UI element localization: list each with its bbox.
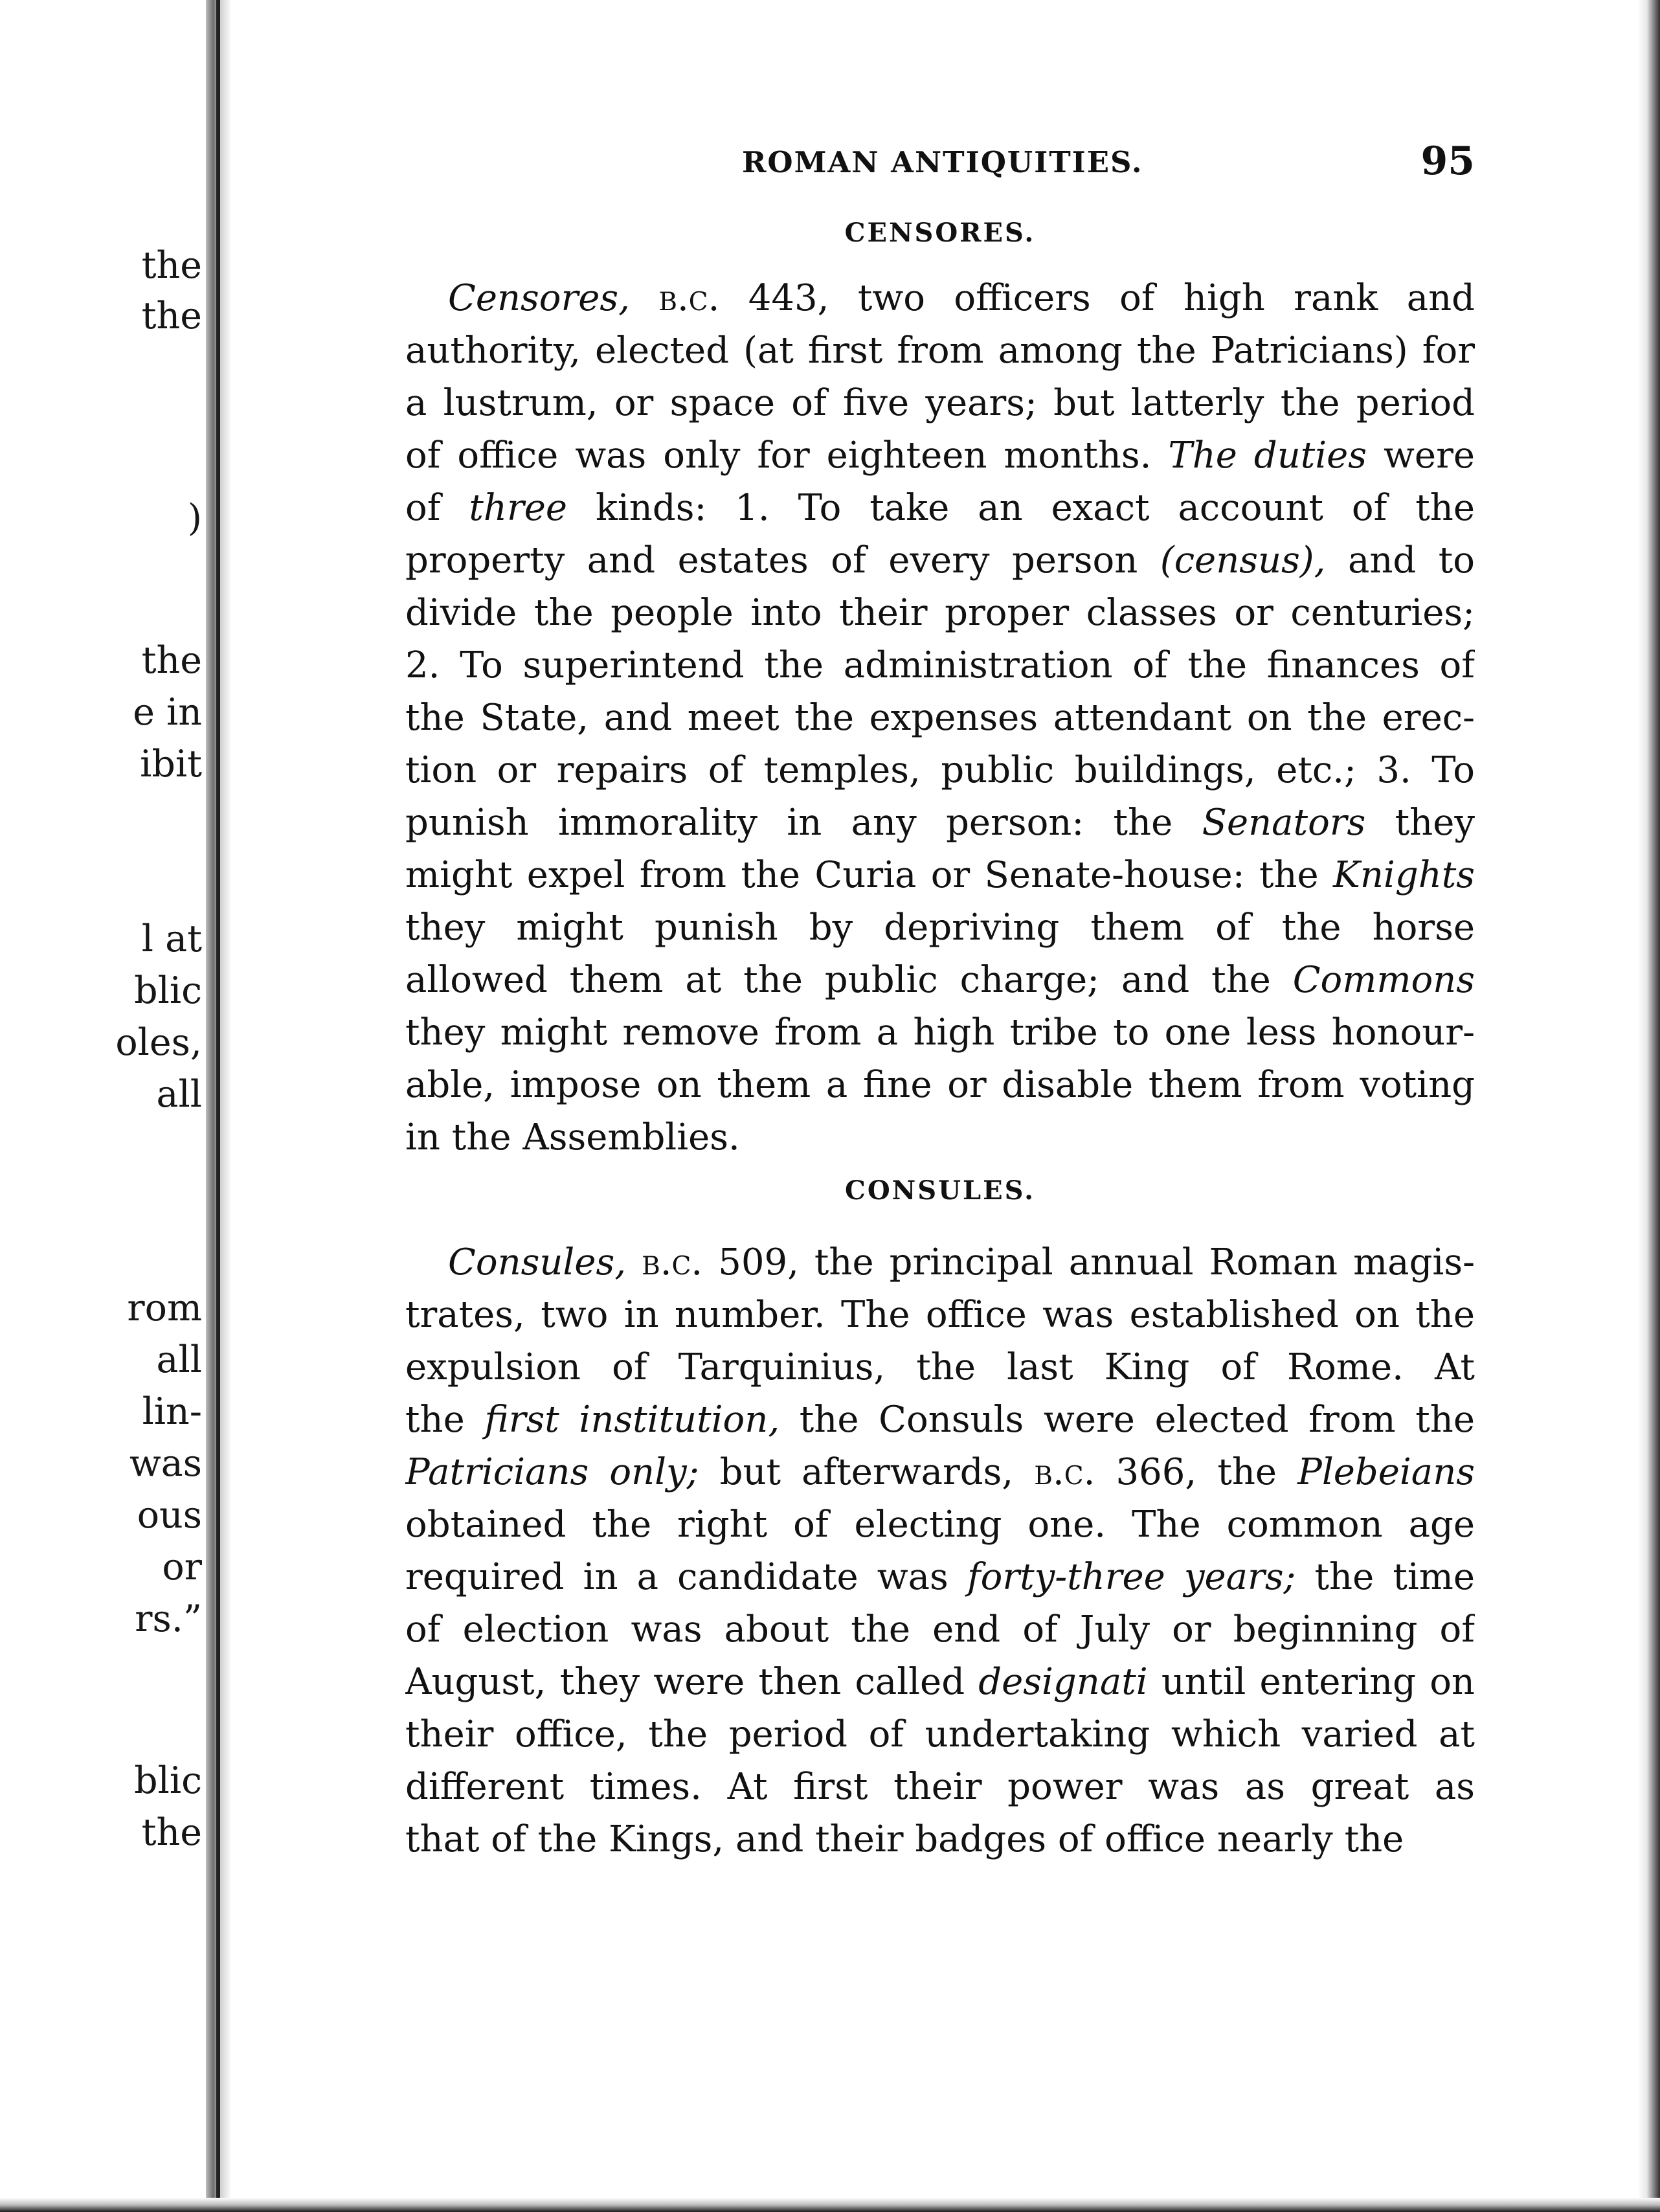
facing-page-word: rom [127, 1287, 202, 1329]
running-title: ROMAN ANTIQUITIES. [742, 145, 1143, 179]
facing-page-word: all [156, 1338, 202, 1381]
facing-page-word: the [141, 295, 202, 337]
facing-page-word: all [156, 1073, 202, 1116]
text-line: Censores, b.c. 443, two officers of high rank and [448, 277, 1475, 319]
paragraph-consules [405, 1236, 1475, 1866]
text-line: required in a candidate was forty-three years; the time [405, 1556, 1475, 1598]
facing-page-word: the [141, 639, 202, 682]
text-line: expulsion of Tarquinius, the last King of Rome. At [405, 1346, 1475, 1388]
facing-page-word: lin- [142, 1390, 202, 1433]
text-line: a lustrum, or space of five years; but latterly the period [405, 382, 1475, 424]
text-line: in the Assemblies. [405, 1116, 740, 1158]
page-number: 95 [1420, 139, 1475, 184]
paragraph-censores [405, 272, 1475, 1164]
text-line: the State, and meet the expenses attendant on the erec- [405, 697, 1475, 739]
facing-page-word: or [162, 1546, 202, 1588]
page-right-edge [1638, 0, 1660, 2212]
text-line: divide the people into their proper classes or centuries; [405, 592, 1475, 634]
text-line: punish immorality in any person: the Senators they [405, 802, 1475, 844]
text-line: Consules, b.c. 509, the principal annual Roman magis- [448, 1241, 1475, 1283]
text-line: different times. At first their power was as great as [405, 1766, 1475, 1808]
text-line: tion or repairs of temples, public buildings, etc.; 3. To [405, 749, 1475, 791]
section-heading-consules: CONSULES. [844, 1175, 1035, 1206]
facing-page-fragment [0, 0, 206, 2212]
running-head [405, 130, 1475, 207]
facing-page-word: the [141, 244, 202, 287]
text-line: of three kinds: 1. To take an exact account of the [405, 487, 1475, 529]
text-line: 2. To superintend the administration of the finances of [405, 644, 1475, 686]
text-line: able, impose on them a fine or disable them from voting [405, 1064, 1475, 1106]
facing-page-word: blic [134, 1759, 202, 1802]
text-line: they might remove from a high tribe to one less honour- [405, 1011, 1475, 1054]
text-line: Patricians only; but afterwards, b.c. 366, the Plebeians [405, 1451, 1475, 1493]
text-line: obtained the right of electing one. The common age [405, 1504, 1475, 1546]
facing-page-word: ) [187, 497, 202, 539]
facing-page-word: blic [134, 969, 202, 1012]
text-line: that of the Kings, and their badges of office nearly the [405, 1818, 1404, 1860]
text-line: authority, elected (at first from among the Patricians) for [405, 330, 1475, 372]
text-line: they might punish by depriving them of the horse [405, 907, 1475, 949]
facing-page-word: rs.” [135, 1597, 202, 1640]
facing-page-word: l at [141, 918, 202, 960]
text-line: the first institution, the Consuls were elected from the [405, 1399, 1475, 1441]
facing-page-word: ibit [140, 743, 202, 785]
text-line: of election was about the end of July or beginning of [405, 1608, 1475, 1651]
book-page [405, 130, 1475, 1866]
facing-page-word: ous [137, 1494, 202, 1537]
text-line: allowed them at the public charge; and the Commons [405, 959, 1475, 1001]
facing-page-word: was [129, 1442, 202, 1485]
page-bottom-edge [0, 2198, 1660, 2212]
text-line: their office, the period of undertaking which varied at [405, 1713, 1475, 1755]
facing-page-word: oles, [115, 1021, 202, 1064]
text-line: property and estates of every person (census), and to [405, 539, 1475, 581]
text-line: might expel from the Curia or Senate-house: the Knights [405, 854, 1475, 896]
text-line: trates, two in number. The office was established on the [405, 1294, 1475, 1336]
gutter-shadow-line [216, 0, 220, 2212]
text-line: of office was only for eighteen months. The duties were [405, 435, 1475, 477]
facing-page-word: the [141, 1811, 202, 1854]
section-heading-censores: CENSORES. [844, 218, 1036, 248]
text-line: August, they were then called designati until entering on [405, 1661, 1475, 1703]
facing-page-word: e in [133, 691, 202, 734]
